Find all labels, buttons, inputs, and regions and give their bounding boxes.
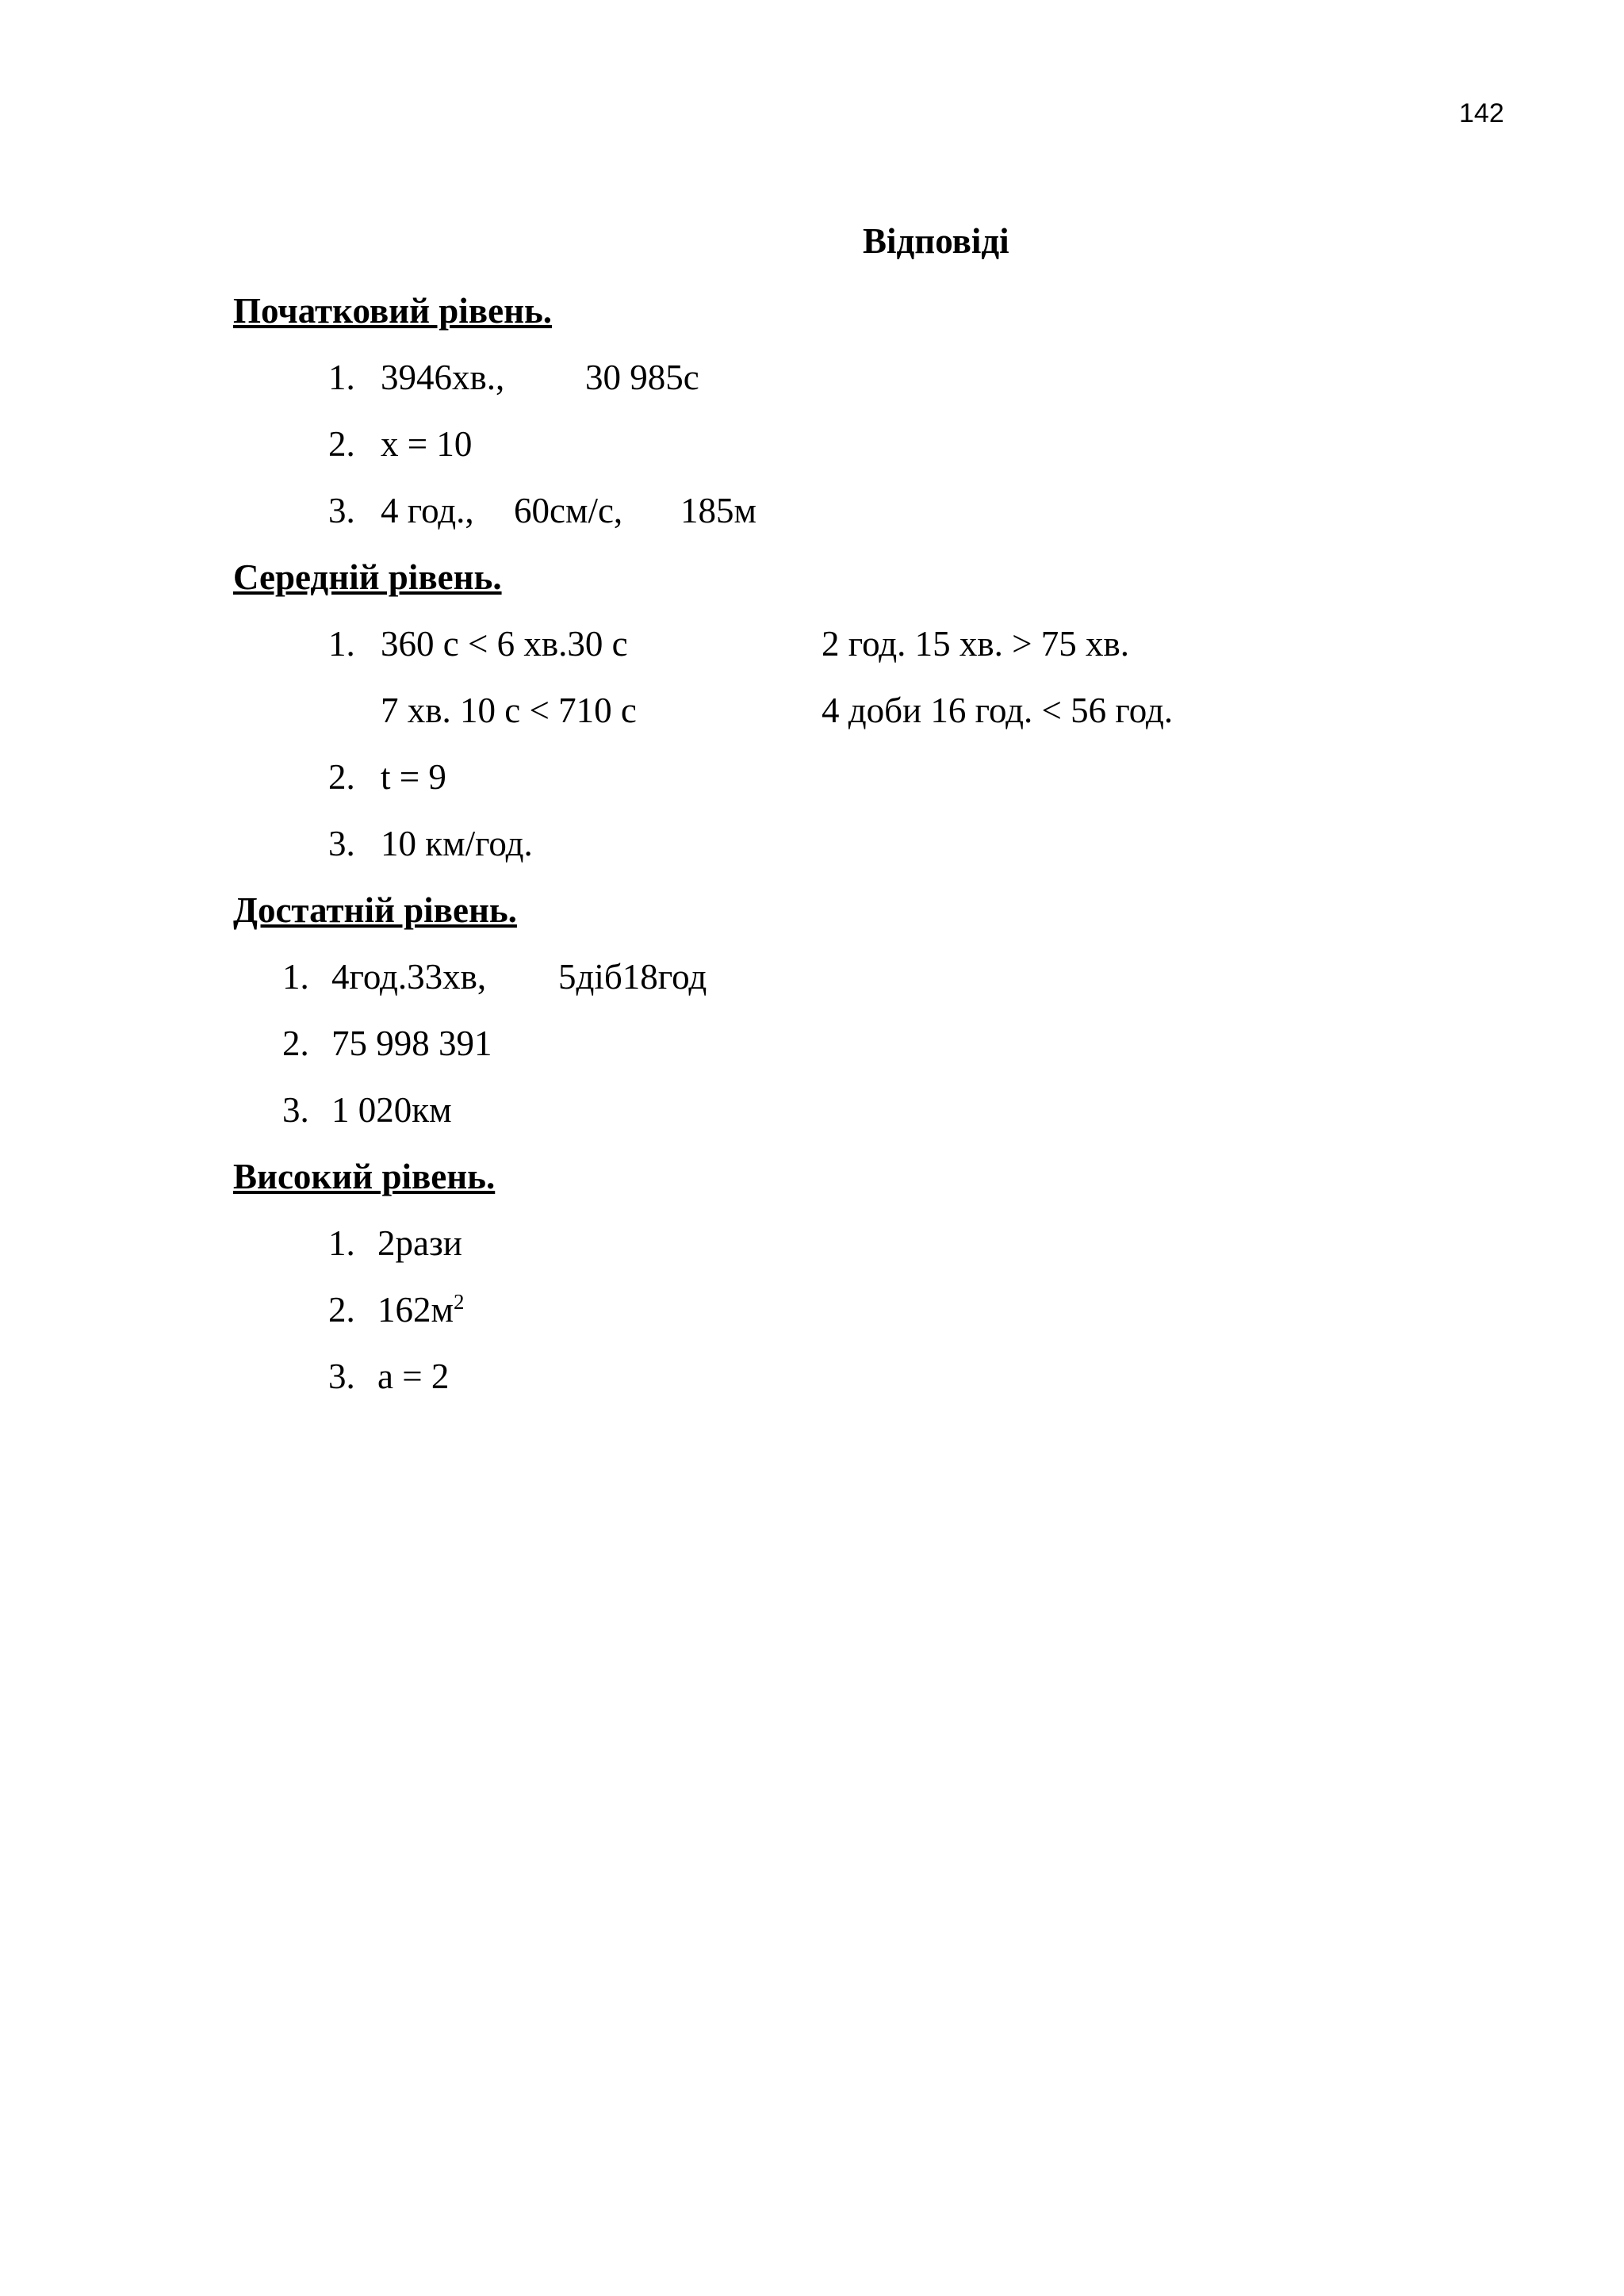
answer: 2рази xyxy=(377,1223,462,1263)
item-number: 3. xyxy=(328,491,355,530)
answer: a = 2 xyxy=(377,1357,450,1396)
item-number: 2. xyxy=(328,1290,355,1330)
answer: t = 9 xyxy=(381,757,446,797)
answer-base: 162м xyxy=(377,1290,454,1330)
superscript: 2 xyxy=(453,1290,465,1314)
answer: x = 10 xyxy=(381,424,473,464)
answer: 75 998 391 xyxy=(331,1024,492,1063)
answer: 10 км/год. xyxy=(381,824,533,863)
answer: 2 год. 15 хв. > 75 хв. xyxy=(822,624,1130,664)
answer: 4 год., xyxy=(381,491,474,530)
item-number: 2. xyxy=(328,424,355,464)
answer: 4год.33хв, xyxy=(331,957,487,997)
answer: 360 с < 6 хв.30 с xyxy=(381,624,628,664)
page-number: 142 xyxy=(1459,98,1504,128)
answer: 3946хв., xyxy=(381,358,505,397)
answer: 4 доби 16 год. < 56 год. xyxy=(822,691,1174,730)
item-number: 1. xyxy=(328,1223,355,1263)
answer: 1 020км xyxy=(331,1090,452,1130)
section-heading-sufficient: Достатній рівень. xyxy=(233,890,517,930)
answer xyxy=(377,1288,464,1332)
answer: 30 985с xyxy=(585,358,699,397)
item-number: 3. xyxy=(328,1357,355,1396)
section-heading-medium: Середній рівень. xyxy=(233,557,502,597)
section-heading-high: Високий рівень. xyxy=(233,1157,496,1196)
answer: 185м xyxy=(680,491,756,530)
answer: 60см/с, xyxy=(514,491,623,530)
answer: 5діб18год xyxy=(558,957,707,997)
item-number: 3. xyxy=(328,824,355,863)
section-heading-initial: Початковий рівень. xyxy=(233,291,553,331)
item-number: 3. xyxy=(282,1090,309,1130)
answer: 7 хв. 10 с < 710 с xyxy=(381,691,637,730)
item-number: 1. xyxy=(328,358,355,397)
item-number: 2. xyxy=(328,757,355,797)
page-title-text: Відповіді xyxy=(863,221,1009,261)
item-number: 2. xyxy=(282,1024,309,1063)
item-number: 1. xyxy=(328,624,355,664)
item-number: 1. xyxy=(282,957,309,997)
